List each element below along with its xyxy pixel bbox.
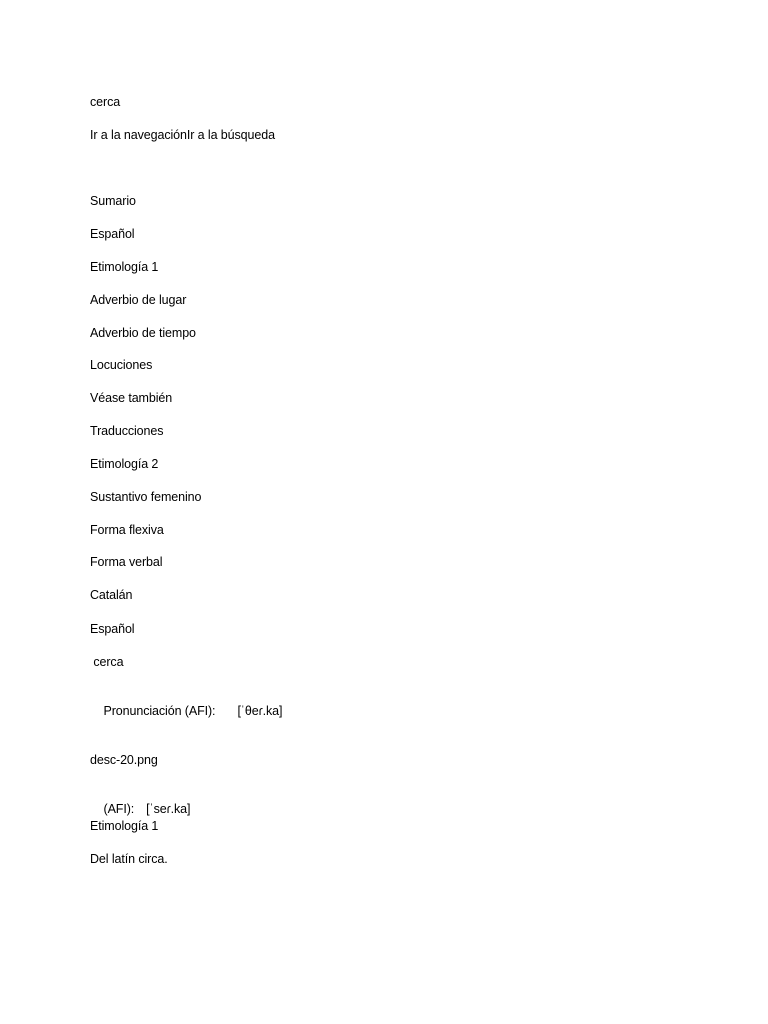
toc-item-adverbio-lugar[interactable]: Adverbio de lugar <box>90 293 187 307</box>
toc-item-forma-verbal[interactable]: Forma verbal <box>90 555 163 569</box>
toc-item-adverbio-tiempo[interactable]: Adverbio de tiempo <box>90 326 196 340</box>
etymology-text: Del latín circa. <box>90 852 168 866</box>
etymology-heading: Etimología 1 <box>90 819 159 833</box>
pronunciation-label: Pronunciación (AFI): <box>103 704 216 718</box>
toc-item-etimologia-1[interactable]: Etimología 1 <box>90 260 159 274</box>
toc-item-espanol[interactable]: Español <box>90 227 135 241</box>
skip-links[interactable]: Ir a la navegaciónIr a la búsqueda <box>90 128 275 142</box>
toc-item-vease-tambien[interactable]: Véase también <box>90 391 173 405</box>
toc-heading: Sumario <box>90 194 136 208</box>
image-filename: desc-20.png <box>90 753 158 767</box>
toc-item-etimologia-2[interactable]: Etimología 2 <box>90 457 159 471</box>
afi-alt-label: (AFI): <box>103 802 135 816</box>
afi-alt-value: [ˈseɾ.ka] <box>146 802 191 816</box>
pronunciation-value: [ˈθeɾ.ka] <box>237 704 283 718</box>
page-title: cerca <box>90 95 121 109</box>
section-heading-espanol: Español <box>90 622 135 636</box>
toc-item-traducciones[interactable]: Traducciones <box>90 424 164 438</box>
toc-item-locuciones[interactable]: Locuciones <box>90 358 153 372</box>
pronunciation-row <box>90 687 282 735</box>
toc-item-forma-flexiva[interactable]: Forma flexiva <box>90 523 164 537</box>
toc-item-sustantivo-femenino[interactable]: Sustantivo femenino <box>90 490 202 504</box>
toc-item-catalan[interactable]: Catalán <box>90 588 133 602</box>
headword: cerca <box>90 655 124 669</box>
